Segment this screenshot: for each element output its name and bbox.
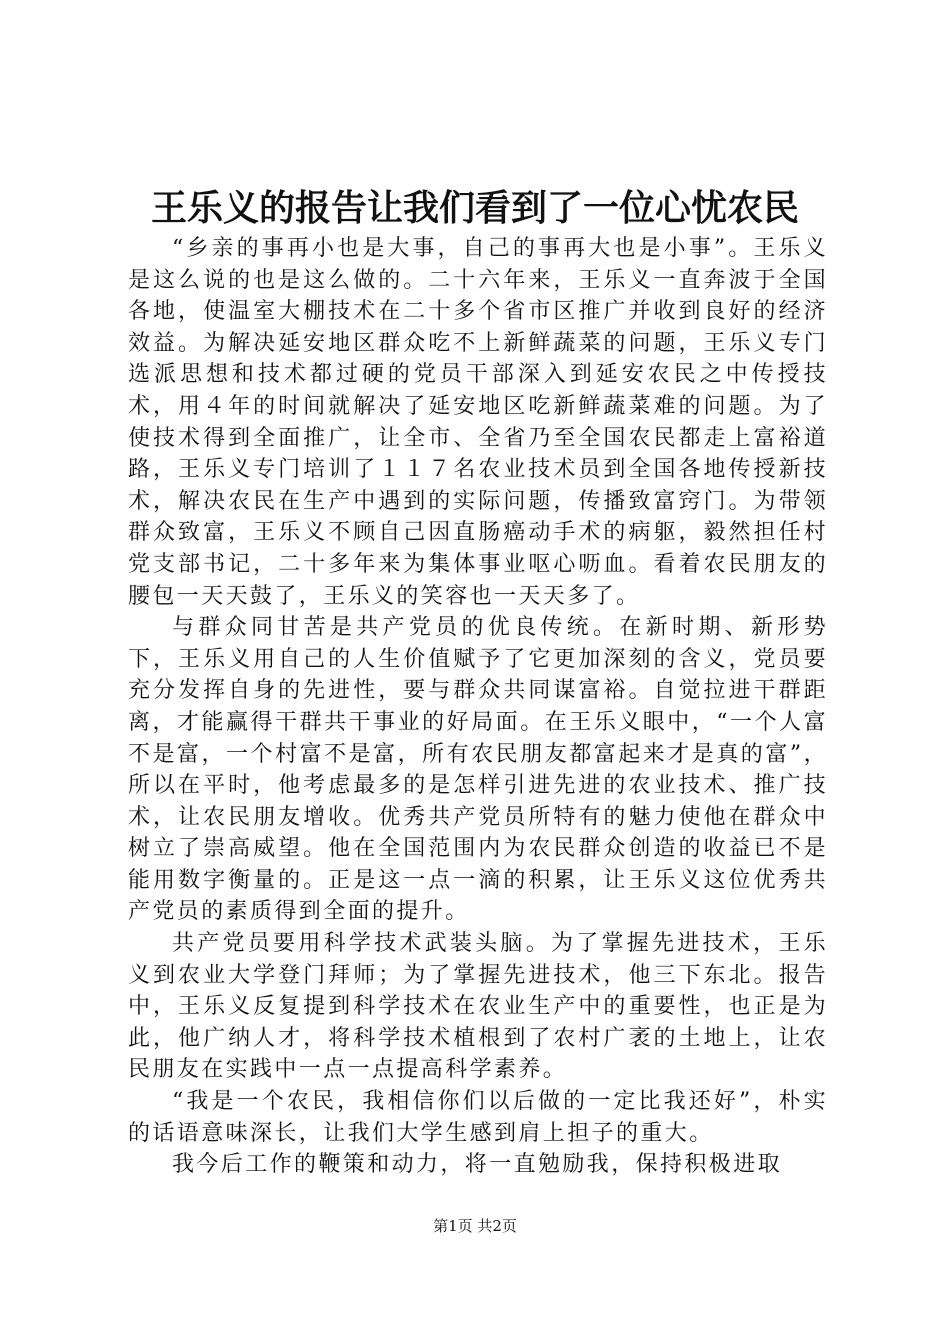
paragraph: “我是一个农民，我相信你们以后做的一定比我还好”，朴实的话语意味深长，让我们大学生感到肩上担子的重大。 xyxy=(128,1089,828,1146)
page-footer: 第1页 共2页 xyxy=(433,1217,517,1235)
paragraph: 共产党员要用科学技术武装头脑。为了掌握先进技术，王乐义到农业大学登门拜师；为了掌握先进技术，他三下东北。报告中，王乐义反复提到科学技术在农业生产中的重要性，也正是为此，他广纳人才，将科学技术植根到了农村广袤的土地上，让农民朋友在实践中一点一点提高科学素养。 xyxy=(128,931,828,1083)
document-title: 王乐义的报告让我们看到了一位心忧农民 xyxy=(150,187,799,229)
document-body xyxy=(128,233,828,1181)
paragraph: 与群众同甘苦是共产党员的优良传统。在新时期、新形势下，王乐义用自己的人生价值赋予了它更加深刻的含义，党员要充分发挥自身的先进性，要与群众共同谋富裕。自觉拉进干群距离，才能赢得干群共干事业的好局面。在王乐义眼中，“一个人富不是富，一个村富不是富，所有农民朋友都富起来才是真的富”，所以在平时，他考虑最多的是怎样引进先进的农业技术、推广技术，让农民朋友增收。优秀共产党员所特有的魅力使他在群众中树立了崇高威望。他在全国范围内为农民群众创造的收益已不是能用数字衡量的。正是这一点一滴的积累，让王乐义这位优秀共产党员的素质得到全面的提升。 xyxy=(128,615,828,925)
paragraph: “乡亲的事再小也是大事，自己的事再大也是小事”。王乐义是这么说的也是这么做的。二十六年来，王乐义一直奔波于全国各地，使温室大棚技术在二十多个省市区推广并收到良好的经济效益。为解决延安地区群众吃不上新鲜蔬菜的问题，王乐义专门选派思想和技术都过硬的党员干部深入到延安农民之中传授技术，用４年的时间就解决了延安地区吃新鲜蔬菜难的问题。为了使技术得到全面推广，让全市、全省乃至全国农民都走上富裕道路，王乐义专门培训了１１７名农业技术员到全国各地传授新技术，解决农民在生产中遇到的实际问题，传播致富窍门。为带领群众致富，王乐义不顾自己因直肠癌动手术的病躯，毅然担任村党支部书记，二十多年来为集体事业呕心呖血。看着农民朋友的腰包一天天鼓了，王乐义的笑容也一天天多了。 xyxy=(128,236,828,609)
paragraph: 我今后工作的鞭策和动力，将一直勉励我，保持积极进取 xyxy=(172,1152,783,1178)
